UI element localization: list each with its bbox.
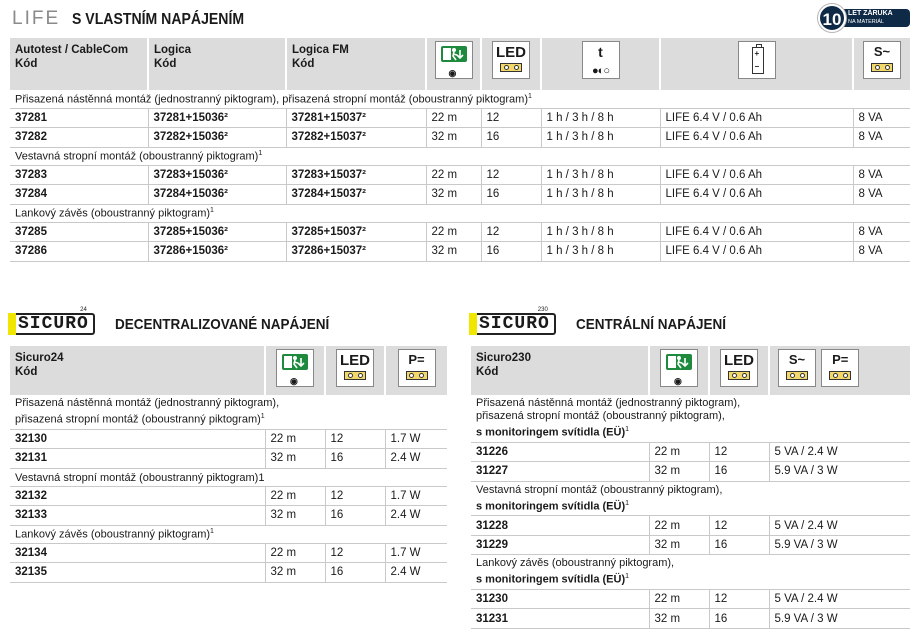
group-heading bbox=[471, 555, 910, 590]
table-cell: 22 m bbox=[265, 429, 325, 449]
table-cell: 5.9 VA / 3 W bbox=[769, 609, 910, 629]
table-cell: 16 bbox=[325, 449, 385, 469]
column-header-sicuro24: Sicuro24 Kód bbox=[10, 346, 265, 395]
table-row bbox=[10, 165, 910, 185]
ac-power-icon: S~ bbox=[863, 41, 901, 79]
table-cell: 12 bbox=[325, 486, 385, 506]
eye-icon: ◉ bbox=[290, 376, 298, 386]
table-cell: 1 h / 3 h / 8 h bbox=[541, 165, 660, 185]
table-cell: LIFE 6.4 V / 0.6 Ah bbox=[660, 128, 853, 148]
table-cell: 5.9 VA / 3 W bbox=[769, 535, 910, 555]
table-cell: 37286+15036² bbox=[148, 242, 286, 262]
life-product-table bbox=[10, 38, 910, 262]
warranty-number: 10 bbox=[818, 4, 846, 32]
group-title-bold: s monitoringem svítidla (EÜ) bbox=[476, 573, 626, 586]
table-cell: 12 bbox=[325, 429, 385, 449]
column-header-duration bbox=[541, 38, 660, 90]
column-header-led bbox=[481, 38, 541, 90]
table-cell: 22 m bbox=[265, 486, 325, 506]
table-cell: 12 bbox=[325, 543, 385, 563]
column-header-visibility bbox=[649, 346, 709, 395]
table-cell: 12 bbox=[481, 108, 541, 128]
group-heading bbox=[471, 395, 910, 442]
table-cell: 37282+15036² bbox=[148, 128, 286, 148]
sicuro230-logo: SICURO 230 bbox=[473, 313, 556, 335]
table-cell: 22 m bbox=[426, 222, 481, 242]
table-cell: 37285 bbox=[10, 222, 148, 242]
footnote-mark: 1 bbox=[625, 499, 630, 507]
group-title-text: Lankový závěs (oboustranný piktogram), bbox=[476, 557, 675, 570]
table-cell: 12 bbox=[709, 589, 769, 609]
table-row bbox=[10, 185, 910, 205]
table-cell: 32 m bbox=[649, 609, 709, 629]
table-cell: 31229 bbox=[471, 535, 649, 555]
table-row bbox=[10, 222, 910, 242]
exit-pictogram-icon bbox=[660, 349, 698, 387]
table-cell: 12 bbox=[481, 222, 541, 242]
column-header-led bbox=[325, 346, 385, 395]
table-cell: 16 bbox=[481, 242, 541, 262]
table-cell: 16 bbox=[709, 609, 769, 629]
group-title-text: Lankový závěs (oboustranný piktogram) bbox=[15, 528, 211, 541]
footnote-mark: 1 bbox=[625, 573, 630, 581]
group-title bbox=[471, 481, 910, 516]
table-cell: 16 bbox=[481, 185, 541, 205]
group-title-bold: s monitoringem svítidla (EÜ) bbox=[476, 426, 626, 439]
table-cell: 8 VA bbox=[853, 222, 910, 242]
table-cell: 5 VA / 2.4 W bbox=[769, 516, 910, 536]
table-row bbox=[471, 516, 910, 536]
warranty-ribbon bbox=[840, 9, 910, 27]
table-cell: 32132 bbox=[10, 486, 265, 506]
table-row bbox=[471, 442, 910, 462]
footnote-mark: 1 bbox=[625, 426, 630, 433]
table-cell: 37285+15037² bbox=[286, 222, 426, 242]
table-cell: 8 VA bbox=[853, 165, 910, 185]
table-row bbox=[10, 543, 447, 563]
group-title bbox=[10, 525, 447, 543]
column-header-logica-fm: Logica FM Kód bbox=[286, 38, 426, 90]
table-cell: 31228 bbox=[471, 516, 649, 536]
table-cell: 31226 bbox=[471, 442, 649, 462]
group-heading bbox=[10, 90, 910, 108]
table-cell: 12 bbox=[709, 516, 769, 536]
table-cell: 37281+15037² bbox=[286, 108, 426, 128]
group-title-bold: s monitoringem svítidla (EÜ) bbox=[476, 500, 626, 513]
table-cell: 22 m bbox=[649, 589, 709, 609]
column-header-dc-power bbox=[385, 346, 447, 395]
table-cell: 37282 bbox=[10, 128, 148, 148]
table-cell: 31230 bbox=[471, 589, 649, 609]
table-cell: 12 bbox=[709, 442, 769, 462]
table-cell: 1 h / 3 h / 8 h bbox=[541, 222, 660, 242]
footnote-mark: 1 bbox=[210, 528, 214, 536]
group-title-text: Přisazená nástěnná montáž (jednostranný piktogram), přisazená stropní montáž (oboustranný piktogram) bbox=[15, 93, 528, 106]
column-header-visibility bbox=[265, 346, 325, 395]
page-header bbox=[12, 8, 268, 32]
table-cell: 1 h / 3 h / 8 h bbox=[541, 108, 660, 128]
table-cell: 16 bbox=[709, 535, 769, 555]
table-cell: 37284+15037² bbox=[286, 185, 426, 205]
group-heading bbox=[471, 481, 910, 516]
dc-power-icon: P= bbox=[398, 349, 436, 387]
table-cell: 1.7 W bbox=[385, 543, 447, 563]
table-row bbox=[10, 563, 447, 583]
group-title-text: Lankový závěs (oboustranný piktogram) bbox=[15, 207, 211, 220]
group-title-text: Vestavná stropní montáž (oboustranný piktogram)1 bbox=[15, 471, 265, 484]
table-cell: 1 h / 3 h / 8 h bbox=[541, 128, 660, 148]
table-cell: 32 m bbox=[265, 563, 325, 583]
table-cell: 5 VA / 2.4 W bbox=[769, 442, 910, 462]
column-header-visibility bbox=[426, 38, 481, 90]
table-cell: 31227 bbox=[471, 462, 649, 482]
table-row bbox=[10, 128, 910, 148]
group-title-text: Přisazená nástěnná montáž (jednostranný piktogram), bbox=[15, 397, 280, 409]
table-cell: 8 VA bbox=[853, 108, 910, 128]
table-cell: 32 m bbox=[265, 449, 325, 469]
table-cell: 37285+15036² bbox=[148, 222, 286, 242]
table-cell: 32 m bbox=[265, 506, 325, 526]
footnote-mark: 1 bbox=[210, 207, 214, 215]
table-cell: 37282+15037² bbox=[286, 128, 426, 148]
table-cell: 37283+15037² bbox=[286, 165, 426, 185]
table-cell: 32 m bbox=[649, 535, 709, 555]
group-heading bbox=[10, 204, 910, 222]
column-header-ac-power bbox=[769, 346, 910, 395]
table-cell: LIFE 6.4 V / 0.6 Ah bbox=[660, 185, 853, 205]
table-cell: 22 m bbox=[265, 543, 325, 563]
eye-icon: ◉ bbox=[674, 376, 682, 386]
table-cell: 1 h / 3 h / 8 h bbox=[541, 242, 660, 262]
table-cell: 22 m bbox=[649, 516, 709, 536]
duration-icon: t ●◐○ bbox=[582, 41, 620, 79]
column-header-sicuro230: Sicuro230 Kód bbox=[471, 346, 649, 395]
table-cell: LIFE 6.4 V / 0.6 Ah bbox=[660, 242, 853, 262]
group-title bbox=[10, 468, 447, 486]
table-cell: 37281 bbox=[10, 108, 148, 128]
led-icon: LED bbox=[720, 349, 758, 387]
group-title-text: Přisazená nástěnná montáž (jednostranný piktogram), bbox=[476, 397, 741, 409]
sicuro24-title: DECENTRALIZOVANÉ NAPÁJENÍ bbox=[114, 315, 330, 333]
dc-power-icon: P= bbox=[821, 349, 859, 387]
table-cell: 1 h / 3 h / 8 h bbox=[541, 185, 660, 205]
table-cell: 16 bbox=[709, 462, 769, 482]
group-title bbox=[10, 147, 910, 165]
group-title bbox=[471, 555, 910, 590]
led-icon: LED bbox=[492, 41, 530, 79]
group-title bbox=[10, 204, 910, 222]
battery-icon: + − bbox=[738, 41, 776, 79]
ac-power-icon: S~ bbox=[778, 349, 816, 387]
footnote-mark: 1 bbox=[260, 413, 265, 420]
table-row bbox=[10, 242, 910, 262]
table-cell: 16 bbox=[481, 128, 541, 148]
warranty-line1: LET ZÁRUKA bbox=[848, 10, 893, 17]
table-cell: 37283 bbox=[10, 165, 148, 185]
sicuro230-title: CENTRÁLNÍ NAPÁJENÍ bbox=[575, 315, 726, 333]
table-row bbox=[471, 589, 910, 609]
group-title-text: Vestavná stropní montáž (oboustranný piktogram), bbox=[476, 483, 723, 496]
table-cell: 1.7 W bbox=[385, 486, 447, 506]
table-cell: 16 bbox=[325, 563, 385, 583]
group-title bbox=[10, 395, 447, 429]
table-cell: 37281+15036² bbox=[148, 108, 286, 128]
column-header-power bbox=[853, 38, 910, 90]
sicuro230-product-table bbox=[471, 346, 910, 629]
table-cell: 32 m bbox=[426, 128, 481, 148]
group-heading bbox=[10, 468, 447, 486]
sicuro24-logo: SICURO 24 bbox=[12, 313, 95, 335]
table-cell: 32135 bbox=[10, 563, 265, 583]
group-title bbox=[471, 395, 910, 442]
column-header-battery bbox=[660, 38, 853, 90]
table-cell: 32133 bbox=[10, 506, 265, 526]
table-row bbox=[471, 462, 910, 482]
table-row bbox=[471, 535, 910, 555]
group-title-text: Vestavná stropní montáž (oboustranný piktogram) bbox=[15, 150, 259, 163]
column-header-autotest: Autotest / CableCom Kód bbox=[10, 38, 148, 90]
table-cell: 32131 bbox=[10, 449, 265, 469]
table-row bbox=[10, 486, 447, 506]
sicuro24-logo-heading bbox=[12, 307, 353, 335]
table-cell: 32 m bbox=[426, 185, 481, 205]
table-cell: 37286 bbox=[10, 242, 148, 262]
table-cell: 8 VA bbox=[853, 242, 910, 262]
table-cell: 2.4 W bbox=[385, 563, 447, 583]
group-heading bbox=[10, 147, 910, 165]
table-row bbox=[10, 108, 910, 128]
table-cell: 31231 bbox=[471, 609, 649, 629]
table-cell: 37284 bbox=[10, 185, 148, 205]
exit-pictogram-icon bbox=[276, 349, 314, 387]
footnote-mark: 1 bbox=[258, 150, 263, 158]
group-title-text: přisazená stropní montáž (oboustranný piktogram) bbox=[15, 413, 261, 426]
group-heading bbox=[10, 525, 447, 543]
table-cell: 32 m bbox=[649, 462, 709, 482]
exit-pictogram-icon bbox=[435, 41, 473, 79]
led-icon: LED bbox=[336, 349, 374, 387]
table-cell: 16 bbox=[325, 506, 385, 526]
table-row bbox=[10, 506, 447, 526]
table-cell: 8 VA bbox=[853, 185, 910, 205]
group-heading bbox=[10, 395, 447, 429]
table-cell: 32130 bbox=[10, 429, 265, 449]
sicuro24-product-table bbox=[10, 346, 447, 583]
table-cell: 5.9 VA / 3 W bbox=[769, 462, 910, 482]
eye-icon: ◉ bbox=[448, 68, 457, 78]
table-row bbox=[10, 429, 447, 449]
table-cell: 2.4 W bbox=[385, 506, 447, 526]
table-cell: LIFE 6.4 V / 0.6 Ah bbox=[660, 108, 853, 128]
table-cell: 5 VA / 2.4 W bbox=[769, 589, 910, 609]
table-row bbox=[10, 449, 447, 469]
group-title-text: přisazená stropní montáž (oboustranný piktogram), bbox=[476, 410, 725, 422]
group-title bbox=[10, 90, 910, 108]
table-cell: 12 bbox=[481, 165, 541, 185]
table-cell: 37284+15036² bbox=[148, 185, 286, 205]
table-cell: 37286+15037² bbox=[286, 242, 426, 262]
sicuro230-logo-heading bbox=[473, 307, 743, 335]
footnote-mark: 1 bbox=[527, 92, 532, 100]
table-cell: 1.7 W bbox=[385, 429, 447, 449]
column-header-logica: Logica Kód bbox=[148, 38, 286, 90]
page-subtitle: S VLASTNÍM NAPÁJENÍM bbox=[72, 11, 245, 28]
brand-title: LIFE bbox=[12, 8, 61, 29]
table-cell: 8 VA bbox=[853, 128, 910, 148]
table-cell: 32 m bbox=[426, 242, 481, 262]
table-cell: 2.4 W bbox=[385, 449, 447, 469]
table-cell: 37283+15036² bbox=[148, 165, 286, 185]
warranty-line2: NA MATERIÁL bbox=[848, 19, 884, 25]
table-cell: 22 m bbox=[426, 108, 481, 128]
table-cell: LIFE 6.4 V / 0.6 Ah bbox=[660, 222, 853, 242]
table-row bbox=[471, 609, 910, 629]
table-cell: 22 m bbox=[426, 165, 481, 185]
table-cell: 32134 bbox=[10, 543, 265, 563]
table-cell: 22 m bbox=[649, 442, 709, 462]
warranty-badge bbox=[818, 4, 910, 32]
table-cell: LIFE 6.4 V / 0.6 Ah bbox=[660, 165, 853, 185]
column-header-led bbox=[709, 346, 769, 395]
